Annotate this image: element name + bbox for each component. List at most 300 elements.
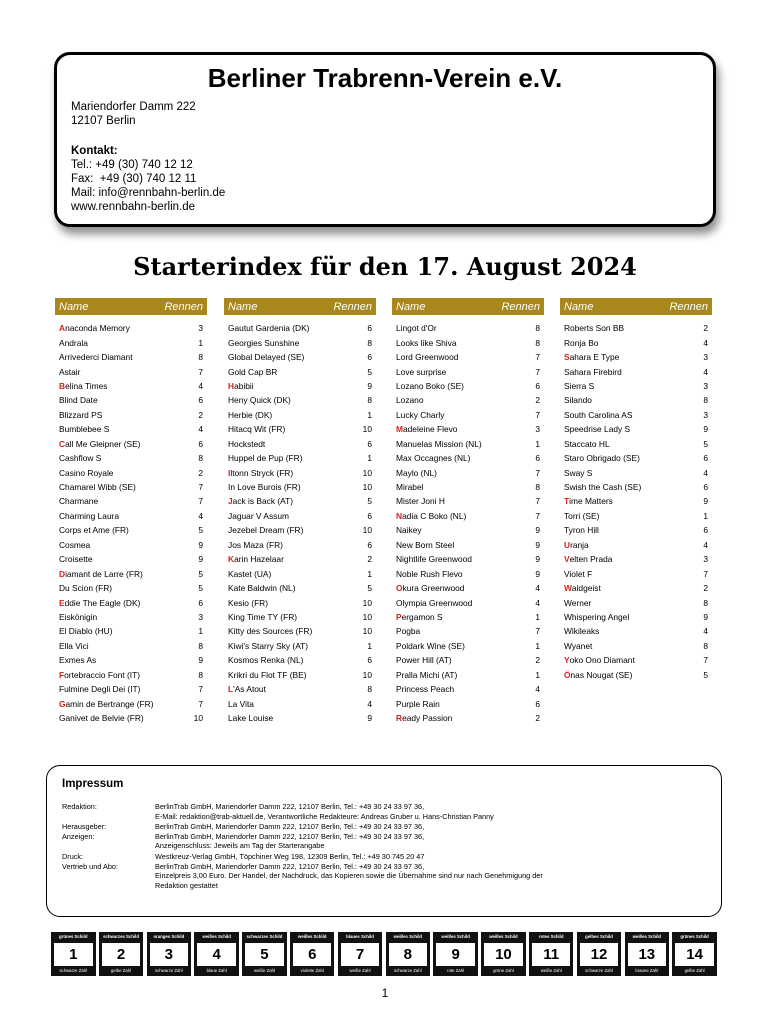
horse-name bbox=[228, 410, 272, 420]
race-header: Rennen bbox=[164, 300, 203, 313]
starter-row bbox=[55, 624, 207, 638]
number-color-label: schwarze Zahl bbox=[585, 968, 613, 973]
race-number: 9 bbox=[367, 380, 372, 391]
race-header: Rennen bbox=[501, 300, 540, 313]
letter-marker: A bbox=[59, 323, 66, 334]
horse-name-text: King Time TY (FR) bbox=[228, 611, 298, 622]
horse-name-text: Sway S bbox=[564, 467, 593, 478]
horse-name-text: South Carolina AS bbox=[564, 409, 633, 420]
letter-marker: S bbox=[564, 352, 570, 363]
race-number: 3 bbox=[703, 352, 708, 363]
horse-name-text: Noble Rush Flevo bbox=[396, 568, 463, 579]
horse-name bbox=[228, 598, 268, 608]
horse-name bbox=[396, 453, 470, 463]
saddle-color-label: weißes Schild bbox=[202, 934, 231, 939]
race-number: 6 bbox=[703, 453, 708, 464]
horse-name-text: elina Times bbox=[65, 380, 108, 391]
horse-name-text: all Me Gleipner (SE) bbox=[65, 438, 141, 449]
saddle-number: 8 bbox=[389, 943, 428, 966]
horse-name-text: Astair bbox=[59, 366, 81, 377]
race-number: 1 bbox=[198, 337, 203, 348]
starter-row bbox=[224, 509, 376, 523]
number-color-label: blaue Zahl bbox=[206, 968, 227, 973]
horse-name bbox=[564, 612, 629, 622]
horse-name bbox=[59, 323, 130, 333]
starter-row bbox=[392, 494, 544, 508]
mail: Mail: info@rennbahn-berlin.de bbox=[71, 187, 226, 199]
starter-row bbox=[392, 321, 544, 335]
starter-row bbox=[560, 509, 712, 523]
race-number: 4 bbox=[703, 337, 708, 348]
starter-row bbox=[55, 581, 207, 595]
horse-name bbox=[228, 439, 265, 449]
letter-marker: O bbox=[396, 583, 403, 594]
number-color-label: schwarze Zahl bbox=[154, 968, 183, 973]
horse-name bbox=[396, 381, 464, 391]
horse-name bbox=[228, 655, 303, 665]
starter-row bbox=[560, 523, 712, 537]
starter-row bbox=[55, 639, 207, 653]
horse-name bbox=[396, 684, 454, 694]
race-number: 9 bbox=[535, 539, 540, 550]
horse-name bbox=[396, 511, 466, 521]
horse-name-text: Gautut Gardenia (DK) bbox=[228, 323, 310, 334]
starter-column bbox=[392, 298, 544, 725]
horse-name-text: Ganivet de Belvie (FR) bbox=[59, 713, 144, 724]
race-number: 2 bbox=[198, 467, 203, 478]
horse-name-text: Chamarel Wibb (SE) bbox=[59, 482, 136, 493]
race-number: 6 bbox=[535, 380, 540, 391]
starter-row bbox=[224, 668, 376, 682]
starter-row bbox=[392, 552, 544, 566]
horse-name bbox=[396, 367, 446, 377]
race-number: 3 bbox=[703, 554, 708, 565]
horse-name-text: Jos Maza (FR) bbox=[228, 539, 283, 550]
starter-row bbox=[55, 422, 207, 436]
horse-name bbox=[564, 540, 589, 550]
starter-row bbox=[560, 480, 712, 494]
horse-name-text: Kastet (UA) bbox=[228, 568, 272, 579]
starter-row bbox=[392, 465, 544, 479]
race-number: 8 bbox=[367, 684, 372, 695]
horse-name-text: 'As Atout bbox=[233, 684, 266, 695]
starter-row bbox=[560, 408, 712, 422]
saddle-number: 2 bbox=[102, 943, 141, 966]
horse-name-text: Krikri du Flot TF (BE) bbox=[228, 669, 307, 680]
horse-name-text: Naikey bbox=[396, 525, 422, 536]
horse-name bbox=[59, 684, 140, 694]
horse-name bbox=[59, 670, 140, 680]
race-number: 5 bbox=[198, 568, 203, 579]
horse-name-text: Pogba bbox=[396, 626, 421, 637]
starter-row bbox=[560, 624, 712, 638]
horse-name-text: Looks like Shiva bbox=[396, 337, 457, 348]
horse-name bbox=[228, 699, 254, 709]
horse-name-text: abibii bbox=[234, 380, 254, 391]
horse-name bbox=[228, 496, 293, 506]
horse-name bbox=[564, 569, 592, 579]
horse-name bbox=[228, 612, 297, 622]
horse-name-text: Cosmea bbox=[59, 539, 91, 550]
horse-name bbox=[396, 352, 458, 362]
starter-row bbox=[224, 523, 376, 537]
starter-row bbox=[55, 321, 207, 335]
race-number: 9 bbox=[703, 424, 708, 435]
horse-name bbox=[59, 453, 101, 463]
letter-marker: V bbox=[564, 554, 570, 565]
letter-marker: Y bbox=[564, 655, 570, 666]
starter-row bbox=[55, 364, 207, 378]
redaktion-label: Redaktion: bbox=[62, 802, 97, 811]
race-number: 7 bbox=[198, 496, 203, 507]
race-number: 6 bbox=[367, 510, 372, 521]
race-number: 2 bbox=[535, 713, 540, 724]
starter-row bbox=[560, 668, 712, 682]
horse-name bbox=[564, 395, 592, 405]
race-number: 2 bbox=[535, 395, 540, 406]
horse-name-text: Blind Date bbox=[59, 395, 98, 406]
race-number: 5 bbox=[198, 525, 203, 536]
horse-name bbox=[59, 641, 89, 651]
horse-name-text: Roberts Son BB bbox=[564, 323, 625, 334]
horse-name bbox=[228, 713, 273, 723]
horse-name-text: naconda Memory bbox=[65, 323, 130, 334]
saddle-number: 14 bbox=[675, 943, 714, 966]
horse-name-text: New Born Steel bbox=[396, 539, 455, 550]
starter-row bbox=[392, 523, 544, 537]
horse-name-text: Georgies Sunshine bbox=[228, 337, 300, 348]
starter-row bbox=[224, 350, 376, 364]
horse-name-text: Power Hill (AT) bbox=[396, 655, 452, 666]
starter-row bbox=[55, 566, 207, 580]
horse-name-text: iamant de Larre (FR) bbox=[65, 568, 143, 579]
redaktion-text-1: BerlinTrab GmbH, Mariendorfer Damm 222, 12107 Berlin, Tel.: +49 30 24 33 97 36, bbox=[155, 802, 425, 811]
horse-name bbox=[396, 569, 463, 579]
starter-row bbox=[224, 595, 376, 609]
redaktion-text-2: E-Mail: redaktion@trab-aktuell.de, Verantwortliche Redakteure: Andreas Gruber u. Hans-Christian Panny bbox=[155, 811, 494, 821]
race-number: 5 bbox=[367, 496, 372, 507]
horse-name-text: Poldark Wine (SE) bbox=[396, 640, 465, 651]
saddle-color-label: oranges Schild bbox=[153, 934, 185, 939]
starter-row bbox=[224, 335, 376, 349]
horse-name-text: In Love Burois (FR) bbox=[228, 482, 301, 493]
number-color-label: violette Zahl bbox=[300, 968, 324, 973]
letter-marker: U bbox=[564, 539, 571, 550]
starter-row bbox=[224, 696, 376, 710]
horse-name-text: Blizzard PS bbox=[59, 409, 103, 420]
starter-row bbox=[392, 379, 544, 393]
starter-row bbox=[224, 408, 376, 422]
starter-row bbox=[392, 696, 544, 710]
column-header bbox=[55, 298, 207, 315]
horse-name bbox=[564, 554, 612, 564]
race-number: 7 bbox=[703, 568, 708, 579]
starter-row bbox=[55, 437, 207, 451]
horse-name-text: Sierra S bbox=[564, 380, 595, 391]
club-title: Berliner Trabrenn-Verein e.V. bbox=[207, 63, 563, 93]
horse-name bbox=[228, 395, 291, 405]
race-number: 9 bbox=[198, 539, 203, 550]
column-header bbox=[560, 298, 712, 315]
horse-name-text: ranja bbox=[570, 539, 589, 550]
saddle-number: 4 bbox=[197, 943, 236, 966]
horse-name bbox=[396, 482, 423, 492]
starter-row bbox=[224, 321, 376, 335]
horse-name-text: ack is Back (AT) bbox=[232, 496, 294, 507]
horse-name-text: Princess Peach bbox=[396, 684, 455, 695]
starter-row bbox=[55, 480, 207, 494]
starter-row bbox=[392, 711, 544, 725]
race-number: 4 bbox=[703, 539, 708, 550]
saddle-cloth bbox=[242, 932, 287, 976]
saddle-cloth bbox=[147, 932, 192, 976]
starter-row bbox=[224, 494, 376, 508]
druck-text: Westkreuz-Verlag GmbH, Töpchiner Weg 198, 12309 Berlin, Tel.: +49 30 745 20 47 bbox=[155, 852, 425, 861]
vertrieb-text-2: Einzelpreis 3,00 Euro. Der Handel, der Nachdruck, das Kopieren sowie die Übernahme sind nur nach Genehmigung der bbox=[155, 871, 543, 880]
horse-name-text: Torri (SE) bbox=[564, 510, 600, 521]
horse-name bbox=[564, 583, 601, 593]
horse-name-text: Love surprise bbox=[396, 366, 447, 377]
letter-marker: Ö bbox=[564, 669, 571, 680]
horse-name bbox=[564, 352, 619, 362]
race-number: 7 bbox=[535, 366, 540, 377]
horse-name-text: Swish the Cash (SE) bbox=[564, 482, 642, 493]
race-number: 6 bbox=[198, 395, 203, 406]
impressum-box bbox=[46, 765, 722, 917]
starter-row bbox=[55, 653, 207, 667]
starter-row bbox=[392, 509, 544, 523]
number-color-label: schwarze Zahl bbox=[59, 968, 88, 973]
horse-name bbox=[396, 583, 464, 593]
saddle-color-label: grünes Schild bbox=[680, 934, 709, 939]
starter-column bbox=[560, 298, 712, 682]
race-number: 3 bbox=[535, 424, 540, 435]
letter-marker: E bbox=[59, 597, 65, 608]
vertrieb-text-1: BerlinTrab GmbH, Mariendorfer Damm 222, 12107 Berlin, Tel.: +49 30 24 33 97 36, bbox=[155, 861, 425, 871]
horse-name-text: ltonn Stryck (FR) bbox=[230, 467, 294, 478]
vertrieb-label: Vertrieb und Abo: bbox=[62, 861, 118, 871]
race-number: 1 bbox=[703, 510, 708, 521]
race-number: 2 bbox=[367, 554, 372, 565]
saddle-color-label: grünes Schild bbox=[59, 934, 88, 939]
starter-row bbox=[224, 422, 376, 436]
starter-row bbox=[224, 552, 376, 566]
horse-name bbox=[396, 612, 443, 622]
horse-name bbox=[228, 641, 308, 651]
starter-row bbox=[224, 379, 376, 393]
starter-row bbox=[392, 581, 544, 595]
horse-name bbox=[59, 424, 109, 434]
horse-name bbox=[228, 482, 301, 492]
horse-name bbox=[59, 381, 107, 391]
horse-name-text: Whispering Angel bbox=[564, 611, 630, 622]
horse-name-text: Arrivederci Diamant bbox=[59, 352, 133, 363]
horse-name-text: Wyanet bbox=[564, 640, 593, 651]
letter-marker: C bbox=[59, 438, 66, 449]
starter-row bbox=[224, 653, 376, 667]
horse-name bbox=[564, 468, 592, 478]
letter-marker: N bbox=[396, 510, 403, 521]
starter-row bbox=[560, 581, 712, 595]
starter-row bbox=[560, 610, 712, 624]
starter-row bbox=[392, 422, 544, 436]
race-number: 6 bbox=[367, 438, 372, 449]
race-number: 8 bbox=[703, 597, 708, 608]
horse-name bbox=[228, 684, 266, 694]
horse-name bbox=[564, 338, 598, 348]
saddle-color-label: weißes Schild bbox=[632, 934, 662, 939]
saddle-cloth bbox=[529, 932, 574, 976]
horse-name bbox=[564, 655, 635, 665]
horse-name-text: Ronja Bo bbox=[564, 337, 599, 348]
horse-name bbox=[396, 323, 437, 333]
horse-name-text: Kiwi's Starry Sky (AT) bbox=[228, 640, 309, 651]
starter-row bbox=[560, 566, 712, 580]
horse-name-text: Lozano bbox=[396, 395, 424, 406]
horse-name bbox=[59, 626, 113, 636]
starter-row bbox=[224, 566, 376, 580]
starter-row bbox=[560, 437, 712, 451]
race-number: 4 bbox=[198, 424, 203, 435]
horse-name-text: Lake Louise bbox=[228, 713, 274, 724]
anzeigen-label: Anzeigen: bbox=[62, 831, 95, 841]
horse-name-text: adia C Boko (NL) bbox=[402, 510, 467, 521]
race-number: 9 bbox=[535, 568, 540, 579]
letter-marker: B bbox=[59, 380, 66, 391]
race-number: 6 bbox=[198, 597, 203, 608]
saddle-number: 6 bbox=[293, 943, 332, 966]
horse-name bbox=[564, 525, 599, 535]
horse-name bbox=[396, 626, 420, 636]
starter-column bbox=[224, 298, 376, 725]
starter-row bbox=[392, 595, 544, 609]
race-number: 6 bbox=[367, 655, 372, 666]
saddle-number: 3 bbox=[150, 943, 189, 966]
horse-name-text: Bumblebee S bbox=[59, 424, 110, 435]
horse-name-text: adeleine Flevo bbox=[402, 424, 458, 435]
race-number: 4 bbox=[198, 510, 203, 521]
number-color-label: braune Zahl bbox=[635, 968, 659, 973]
horse-name bbox=[228, 352, 304, 362]
race-number: 10 bbox=[362, 597, 372, 608]
race-number: 7 bbox=[703, 655, 708, 666]
horse-name-text: El Diablo (HU) bbox=[59, 626, 113, 637]
race-number: 7 bbox=[198, 698, 203, 709]
starter-row bbox=[55, 610, 207, 624]
horse-name bbox=[59, 699, 154, 709]
race-number: 1 bbox=[535, 640, 540, 651]
starter-row bbox=[224, 711, 376, 725]
race-number: 6 bbox=[367, 352, 372, 363]
starter-row bbox=[392, 538, 544, 552]
page-title: Starterindex für den 17. August 2024 bbox=[133, 252, 637, 281]
race-number: 6 bbox=[535, 698, 540, 709]
letter-marker: K bbox=[228, 554, 235, 565]
horse-name bbox=[228, 468, 293, 478]
horse-name bbox=[396, 424, 457, 434]
race-number: 4 bbox=[535, 684, 540, 695]
number-color-label: schwarze Zahl bbox=[393, 968, 422, 973]
number-color-label: weiße Zahl bbox=[349, 968, 371, 973]
saddle-color-label: weißes Schild bbox=[393, 934, 423, 939]
race-number: 9 bbox=[367, 713, 372, 724]
race-number: 4 bbox=[367, 698, 372, 709]
horse-name-text: Charmane bbox=[59, 496, 99, 507]
starter-row bbox=[392, 566, 544, 580]
race-number: 6 bbox=[367, 539, 372, 550]
letter-marker: W bbox=[564, 583, 572, 594]
race-number: 10 bbox=[362, 424, 372, 435]
race-number: 6 bbox=[367, 323, 372, 334]
horse-name-text: Pralla Michi (AT) bbox=[396, 669, 458, 680]
starter-row bbox=[55, 451, 207, 465]
horse-name-text: Global Delayed (SE) bbox=[228, 352, 305, 363]
race-number: 1 bbox=[535, 611, 540, 622]
horse-name bbox=[396, 338, 457, 348]
horse-name bbox=[564, 641, 592, 651]
anzeigen-text-2: Anzeigenschluss: Jeweils am Tag der Starterangabe bbox=[155, 841, 325, 850]
horse-name bbox=[564, 323, 624, 333]
horse-name-text: Eiskönigin bbox=[59, 611, 98, 622]
number-color-label: grüne Zahl bbox=[493, 968, 514, 973]
starter-row bbox=[560, 465, 712, 479]
race-number: 8 bbox=[367, 337, 372, 348]
saddle-number: 12 bbox=[580, 943, 619, 966]
starter-row bbox=[392, 624, 544, 638]
horse-name bbox=[228, 540, 283, 550]
starter-row bbox=[55, 696, 207, 710]
horse-name-text: Cashflow S bbox=[59, 453, 102, 464]
saddle-cloth bbox=[290, 932, 335, 976]
letter-marker: L bbox=[228, 684, 234, 695]
horse-name bbox=[564, 670, 632, 680]
horse-name bbox=[59, 367, 80, 377]
horse-name bbox=[228, 525, 303, 535]
horse-name-text: Violet F bbox=[564, 568, 593, 579]
starter-row bbox=[224, 465, 376, 479]
horse-name bbox=[59, 612, 97, 622]
horse-name-text: Maylo (NL) bbox=[396, 467, 437, 478]
race-number: 5 bbox=[198, 583, 203, 594]
race-number: 1 bbox=[535, 438, 540, 449]
column-header bbox=[392, 298, 544, 315]
starter-row bbox=[392, 639, 544, 653]
race-number: 2 bbox=[198, 409, 203, 420]
horse-name-text: La Vita bbox=[228, 698, 254, 709]
race-number: 9 bbox=[535, 525, 540, 536]
horse-name-text: Lingot d'Or bbox=[396, 323, 437, 334]
starter-row bbox=[55, 494, 207, 508]
saddle-number: 1 bbox=[54, 943, 93, 966]
saddle-cloth bbox=[481, 932, 526, 976]
number-color-label: weiße Zahl bbox=[253, 968, 275, 973]
starter-row bbox=[55, 408, 207, 422]
starter-row bbox=[560, 538, 712, 552]
horse-name bbox=[396, 641, 465, 651]
race-number: 9 bbox=[703, 611, 708, 622]
race-number: 10 bbox=[362, 482, 372, 493]
saddle-number: 11 bbox=[532, 943, 571, 966]
starter-row bbox=[55, 668, 207, 682]
starter-row bbox=[560, 379, 712, 393]
race-number: 3 bbox=[198, 323, 203, 334]
horse-name-text: ergamon S bbox=[401, 611, 443, 622]
horse-name-text: Huppel de Pup (FR) bbox=[228, 453, 303, 464]
starter-row bbox=[224, 480, 376, 494]
horse-name bbox=[564, 424, 630, 434]
horse-name-text: Max Occagnes (NL) bbox=[396, 453, 471, 464]
saddle-cloth bbox=[51, 932, 96, 976]
